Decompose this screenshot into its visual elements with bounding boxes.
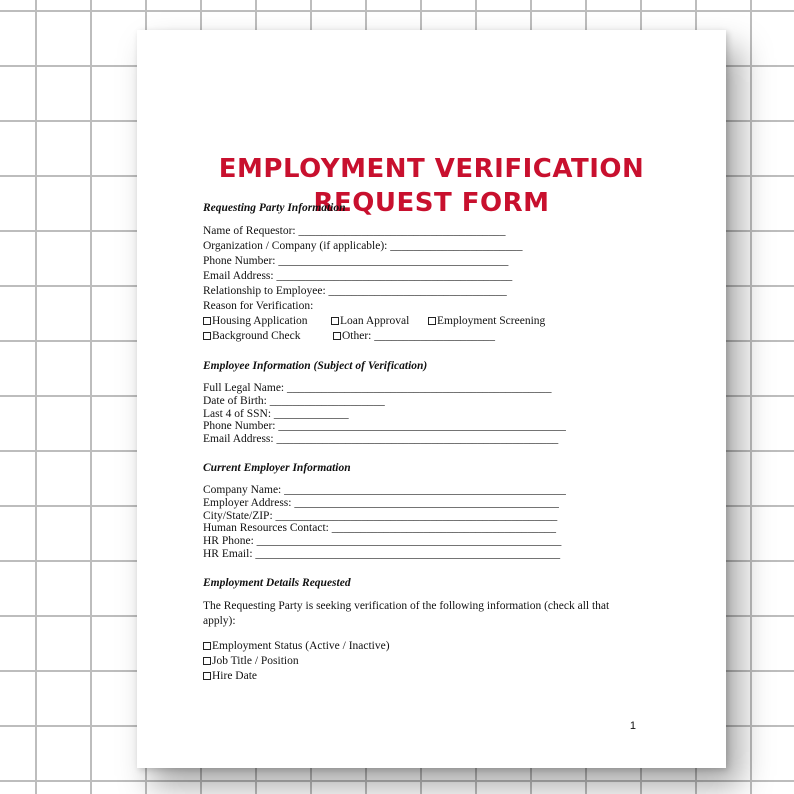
field-hr-phone[interactable]: HR Phone: _____________________________________________________ [203, 535, 562, 548]
field-company-name[interactable]: Company Name: _________________________________________________ [203, 483, 566, 496]
option-label: Hire Date [212, 669, 258, 682]
reason-label: Reason for Verification: [203, 300, 314, 312]
field-organization[interactable]: Organization / Company (if applicable): _______________________ [203, 240, 523, 252]
field-full-legal-name[interactable]: Full Legal Name: ______________________________________________ [203, 382, 552, 394]
field-relationship[interactable]: Relationship to Employee: _______________________________ [203, 285, 507, 297]
option-label: Job Title / Position [212, 654, 299, 667]
document-page [137, 30, 726, 768]
checkbox-icon[interactable] [333, 332, 341, 340]
option-label: Loan Approval [340, 315, 410, 327]
option-other[interactable] [333, 329, 495, 344]
details-intro: The Requesting Party is seeking verification of the following information (check all that apply): [203, 599, 610, 627]
field-last-4-ssn[interactable]: Last 4 of SSN: _____________ [203, 407, 349, 420]
checkbox-icon[interactable] [203, 657, 211, 665]
field-email-address[interactable]: Email Address: _________________________________________ [203, 270, 513, 282]
field-city-state-zip[interactable]: City/State/ZIP: _________________________________________________ [203, 509, 558, 522]
option-label: Housing Application [212, 315, 308, 327]
section-heading-details: Employment Details Requested [203, 576, 351, 589]
option-label: Employment Status (Active / Inactive) [212, 639, 390, 652]
field-phone-number[interactable]: Phone Number: ________________________________________ [203, 255, 509, 267]
field-employee-phone[interactable]: Phone Number: __________________________________________________ [203, 420, 566, 433]
section-heading-requesting-party: Requesting Party Information [203, 202, 346, 214]
field-name-of-requestor[interactable]: Name of Requestor: ____________________________________ [203, 225, 506, 237]
checkbox-icon[interactable] [203, 332, 211, 340]
reason-options-row-2 [203, 329, 673, 344]
checkbox-icon[interactable] [428, 317, 436, 325]
option-loan-approval[interactable] [331, 314, 428, 329]
checkbox-icon[interactable] [203, 672, 211, 680]
section-heading-employer: Current Employer Information [203, 461, 351, 474]
option-label: Other: _____________________ [342, 330, 496, 342]
option-employment-status[interactable] [203, 639, 673, 654]
field-employee-email[interactable]: Email Address: _________________________________________________ [203, 433, 559, 446]
form-title-line-2: REQUEST FORM [313, 188, 550, 218]
option-employment-screening[interactable] [428, 314, 545, 329]
field-date-of-birth[interactable]: Date of Birth: ____________________ [203, 394, 385, 407]
field-hr-email[interactable]: HR Email: _____________________________________________________ [203, 547, 561, 560]
option-job-title[interactable] [203, 654, 673, 669]
option-hire-date[interactable] [203, 669, 673, 684]
form-title-line-1: EMPLOYMENT VERIFICATION [218, 154, 645, 184]
page-number: 1 [629, 720, 636, 732]
form-content [203, 202, 673, 684]
option-background-check[interactable] [203, 329, 333, 344]
checkbox-icon[interactable] [203, 642, 211, 650]
checkbox-icon[interactable] [203, 317, 211, 325]
field-employer-address[interactable]: Employer Address: ______________________________________________ [203, 496, 559, 509]
option-housing-application[interactable] [203, 314, 331, 329]
reason-options-row-1 [203, 314, 673, 329]
field-hr-contact[interactable]: Human Resources Contact: _______________________________________ [203, 522, 556, 535]
option-label: Employment Screening [437, 315, 546, 327]
checkbox-icon[interactable] [331, 317, 339, 325]
section-heading-employee: Employee Information (Subject of Verification) [203, 360, 428, 372]
option-label: Background Check [212, 330, 301, 342]
